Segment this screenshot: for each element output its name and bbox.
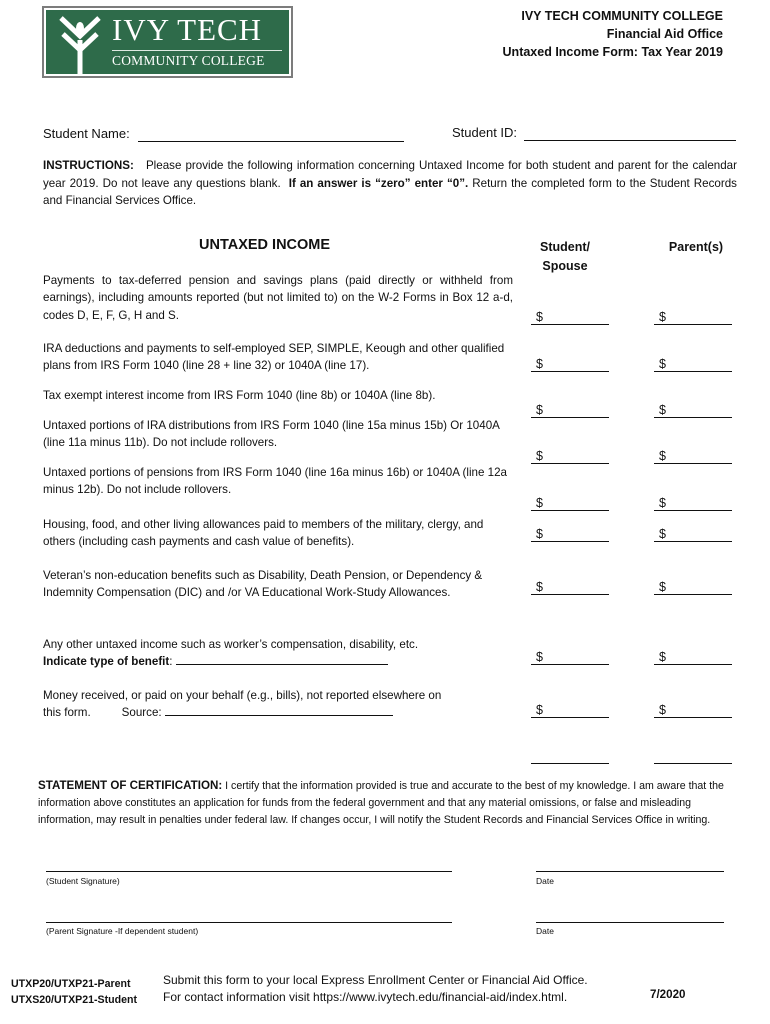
ivy-tech-logo	[42, 6, 293, 78]
instructions-return: Return the completed form to the Student Records and Financial Services Office.	[43, 176, 737, 207]
source-field[interactable]	[165, 704, 393, 716]
parent-amount-field[interactable]: $	[654, 580, 732, 595]
form-codes	[11, 977, 137, 1008]
item-veteran-benefits: Veteran’s non-education benefits such as Disability, Death Pension, or Dependency & Indemnity Compensation (DIC) and /or VA Educational Work-Study Allowances.	[43, 569, 483, 600]
office-name: Financial Aid Office	[606, 27, 723, 41]
certification-statement	[38, 778, 728, 828]
parent-amount-field[interactable]: $	[654, 527, 732, 542]
student-total-field[interactable]	[531, 762, 609, 764]
student-id-label: Student ID:	[452, 125, 518, 140]
parent-total-field[interactable]	[654, 762, 732, 764]
benefit-type-field[interactable]	[176, 653, 388, 665]
form-title: Untaxed Income Form: Tax Year 2019	[502, 45, 723, 59]
student-name-label: Student Name:	[43, 126, 130, 141]
student-amount-field[interactable]: $	[531, 527, 609, 542]
footer-line-2: For contact information visit https://www.ivytech.edu/financial-aid/index.html.	[163, 990, 568, 1004]
student-amount-field[interactable]: $	[531, 403, 609, 418]
instructions	[43, 157, 737, 210]
student-header-line: Student/	[540, 240, 590, 254]
student-amount-field[interactable]: $	[531, 703, 609, 718]
parent-signature-label: (Parent Signature -If dependent student)	[46, 926, 199, 936]
parent-amount-field[interactable]: $	[654, 310, 732, 325]
parents-header: Parent(s)	[668, 240, 724, 254]
college-name: IVY TECH COMMUNITY COLLEGE	[521, 9, 723, 23]
parent-date-label: Date	[536, 926, 554, 936]
certification-text: I certify that the information provided is true and accurate to the best of my knowledge. I am aware that the information above constitutes an application for funds from the federal government and that any material omissions, or false and misleading information, may result in penalties under federal law. If changes occur, I will notify the Student Records and Financial Services Office in writing.	[38, 780, 724, 826]
item-living-allowances: Housing, food, and other living allowances paid to members of the military, clergy, and others (including cash payments and cash value of benefits).	[43, 518, 484, 549]
instructions-text: Please provide the following information concerning Untaxed Income for both student and parent for the calendar year 2019. Do not leave any questions blank.	[43, 159, 737, 190]
parent-signature-field[interactable]	[46, 921, 452, 923]
student-signature-field[interactable]	[46, 870, 452, 872]
parent-amount-field[interactable]: $	[654, 403, 732, 418]
parent-amount-field[interactable]: $	[654, 496, 732, 511]
other-untaxed-text: Any other untaxed income such as worker’s compensation, disability, etc.	[43, 638, 419, 651]
item-pension-payments: Payments to tax-deferred pension and savings plans (paid directly or withheld from earnings), including amounts reported (but not limited to) on the W-2 Forms in Box 12 a-d, codes D, E, F, G, H and S.	[43, 274, 513, 322]
student-date-field[interactable]	[536, 870, 724, 872]
footer-instructions	[163, 972, 588, 1006]
footer-line-1: Submit this form to your local Express Enrollment Center or Financial Aid Office.	[163, 973, 588, 987]
parent-date-field[interactable]	[536, 921, 724, 923]
item-ira-distributions: Untaxed portions of IRA distributions from IRS Form 1040 (line 15a minus 15b) Or 1040A (line 11a minus 11b). Do not include rollovers.	[43, 419, 500, 450]
student-spouse-header	[530, 238, 600, 276]
student-amount-field[interactable]: $	[531, 580, 609, 595]
item-pensions: Untaxed portions of pensions from IRS Form 1040 (line 16a minus 16b) or 1040A (line 12a minus 12b). Do not include rollovers.	[43, 466, 508, 497]
parent-form-code: UTXP20/UTXP21-Parent	[11, 978, 131, 990]
student-amount-field[interactable]: $	[531, 310, 609, 325]
student-name-field[interactable]	[138, 140, 404, 142]
money-received-text: Money received, or paid on your behalf (e.g., bills), not reported elsewhere on	[43, 689, 442, 702]
parent-amount-field[interactable]: $	[654, 357, 732, 372]
student-id-field[interactable]	[524, 139, 736, 141]
student-amount-field[interactable]: $	[531, 357, 609, 372]
logo-subtitle: COMMUNITY COLLEGE	[112, 53, 265, 68]
parent-amount-field[interactable]: $	[654, 703, 732, 718]
money-received-text-end: this form.	[43, 706, 91, 720]
source-label: Source:	[121, 706, 162, 720]
zero-rule: If an answer is “zero” enter “0”.	[288, 176, 469, 190]
student-date-label: Date	[536, 876, 554, 886]
instructions-label: INSTRUCTIONS:	[43, 159, 134, 172]
student-amount-field[interactable]: $	[531, 449, 609, 464]
item-other-untaxed	[43, 636, 513, 671]
logo-wordmark: IVY TECH	[112, 12, 263, 47]
parent-amount-field[interactable]: $	[654, 650, 732, 665]
spouse-header-line: Spouse	[542, 259, 588, 273]
student-signature-label: (Student Signature)	[46, 876, 120, 886]
benefit-colon: :	[169, 655, 173, 669]
certification-label: STATEMENT OF CERTIFICATION:	[38, 779, 223, 792]
item-ira-deductions: IRA deductions and payments to self-employed SEP, SIMPLE, Keough and other qualified plans from IRS Form 1040 (line 28 + line 32) or 1040A (line 17).	[43, 342, 505, 373]
student-amount-field[interactable]: $	[531, 496, 609, 511]
student-form-code: UTXS20/UTXP21-Student	[11, 993, 137, 1006]
parent-amount-field[interactable]: $	[654, 449, 732, 464]
student-amount-field[interactable]: $	[531, 650, 609, 665]
revision-date: 7/2020	[650, 988, 686, 1001]
untaxed-income-title: UNTAXED INCOME	[199, 237, 331, 253]
benefit-type-label: Indicate type of benefit	[43, 655, 170, 669]
item-tax-exempt-interest: Tax exempt interest income from IRS Form 1040 (line 8b) or 1040A (line 8b).	[43, 389, 436, 402]
ivy-leaf-icon	[58, 16, 102, 74]
item-money-received	[43, 687, 513, 722]
